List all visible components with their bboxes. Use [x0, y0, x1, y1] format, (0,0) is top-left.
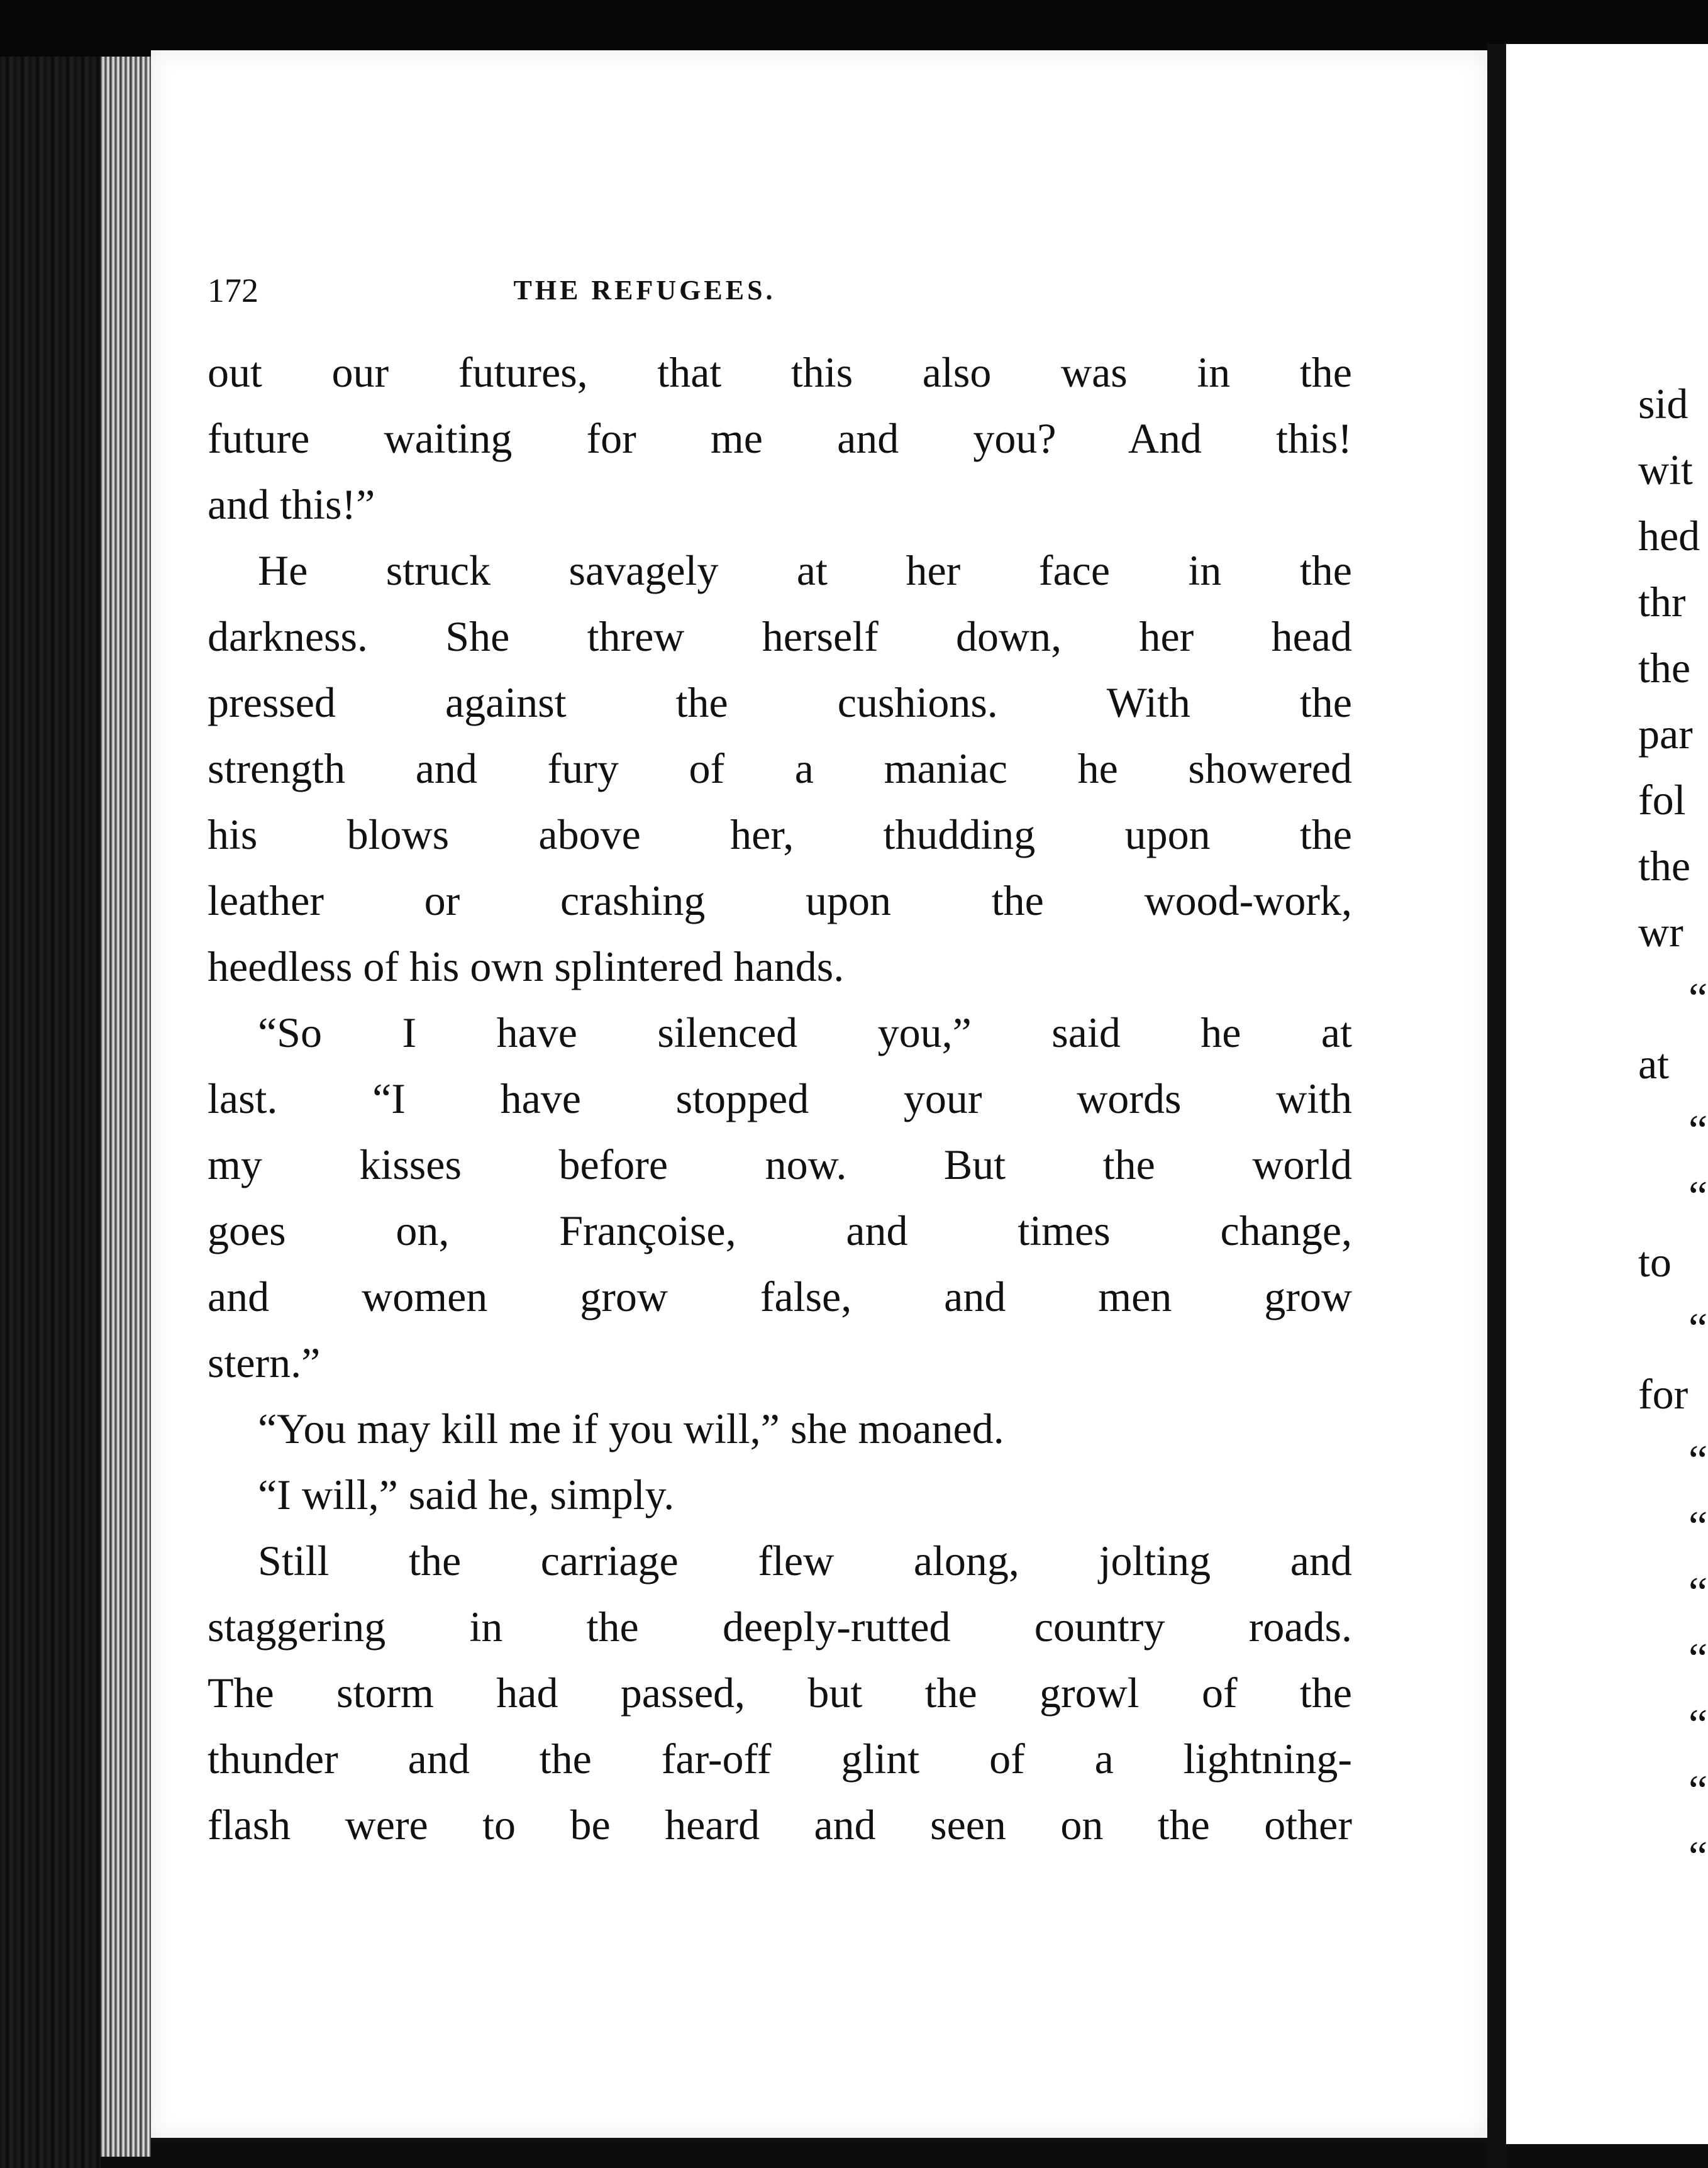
right-page-line-fragment: par: [1638, 710, 1693, 758]
text-line: pressed against the cushions. With the: [208, 678, 1352, 726]
text-line: Still the carriage flew along, jolting and: [258, 1537, 1352, 1585]
right-page-line-fragment: at: [1638, 1040, 1670, 1088]
right-page-line-fragment: “: [1689, 1634, 1708, 1682]
body-text: [208, 340, 1352, 1858]
right-page-line-fragment: wr: [1638, 908, 1683, 956]
text-line: future waiting for me and you? And this!: [208, 414, 1352, 462]
text-line: flash were to be heard and seen on the other: [208, 1801, 1352, 1849]
right-page-line-fragment: “: [1689, 1766, 1708, 1814]
text-line: leather or crashing upon the wood-work,: [208, 877, 1352, 924]
text-line: my kisses before now. But the world: [208, 1141, 1352, 1188]
right-page: [1506, 44, 1708, 2144]
right-page-line-fragment: “: [1689, 1106, 1708, 1154]
running-title: THE REFUGEES.: [513, 275, 776, 306]
right-page-line-fragment: “: [1689, 1700, 1708, 1748]
text-line: thunder and the far-off glint of a lightning-: [208, 1735, 1352, 1783]
text-line: darkness. She threw herself down, her head: [208, 612, 1352, 660]
right-page-line-fragment: “: [1689, 1568, 1708, 1616]
right-page-text: [1638, 371, 1708, 1889]
right-page-line-fragment: “: [1689, 1832, 1708, 1880]
right-page-line-fragment: “: [1689, 974, 1708, 1022]
right-page-line-fragment: “: [1689, 1304, 1708, 1352]
right-page-line-fragment: to: [1638, 1238, 1672, 1286]
right-page-line-fragment: the: [1638, 644, 1691, 692]
book-gutter: [1487, 44, 1506, 2168]
text-line: strength and fury of a maniac he showered: [208, 744, 1352, 792]
text-line: stern.”: [208, 1339, 321, 1386]
right-page-line-fragment: wit: [1638, 446, 1693, 494]
text-line: last. “I have stopped your words with: [208, 1075, 1352, 1122]
right-page-line-fragment: hed: [1638, 512, 1700, 560]
text-line: heedless of his own splintered hands.: [208, 943, 845, 990]
text-line: “So I have silenced you,” said he at: [258, 1009, 1352, 1056]
text-line: out our futures, that this also was in the: [208, 348, 1352, 396]
text-line: He struck savagely at her face in the: [258, 546, 1352, 594]
right-page-line-fragment: “: [1689, 1502, 1708, 1550]
right-page-line-fragment: “: [1689, 1436, 1708, 1484]
right-page-line-fragment: thr: [1638, 578, 1686, 626]
page-edges: [101, 57, 151, 2157]
right-page-line-fragment: sid: [1638, 380, 1689, 428]
scan-background: [0, 0, 1708, 57]
text-line: and this!”: [208, 480, 375, 528]
text-line: staggering in the deeply-rutted country roads.: [208, 1603, 1352, 1651]
text-line: The storm had passed, but the growl of the: [208, 1669, 1352, 1717]
text-line: his blows above her, thudding upon the: [208, 810, 1352, 858]
text-line: “I will,” said he, simply.: [258, 1471, 675, 1518]
right-page-line-fragment: for: [1638, 1370, 1689, 1418]
text-line: and women grow false, and men grow: [208, 1273, 1352, 1320]
right-page-line-fragment: the: [1638, 842, 1691, 890]
page-number: 172: [208, 272, 258, 309]
page-header: [208, 265, 1358, 316]
text-line: goes on, Françoise, and times change,: [208, 1207, 1352, 1254]
text-line: “You may kill me if you will,” she moaned.: [258, 1405, 1004, 1452]
right-page-line-fragment: fol: [1638, 776, 1686, 824]
book-spine: [0, 57, 101, 2168]
right-page-line-fragment: “: [1689, 1172, 1708, 1220]
